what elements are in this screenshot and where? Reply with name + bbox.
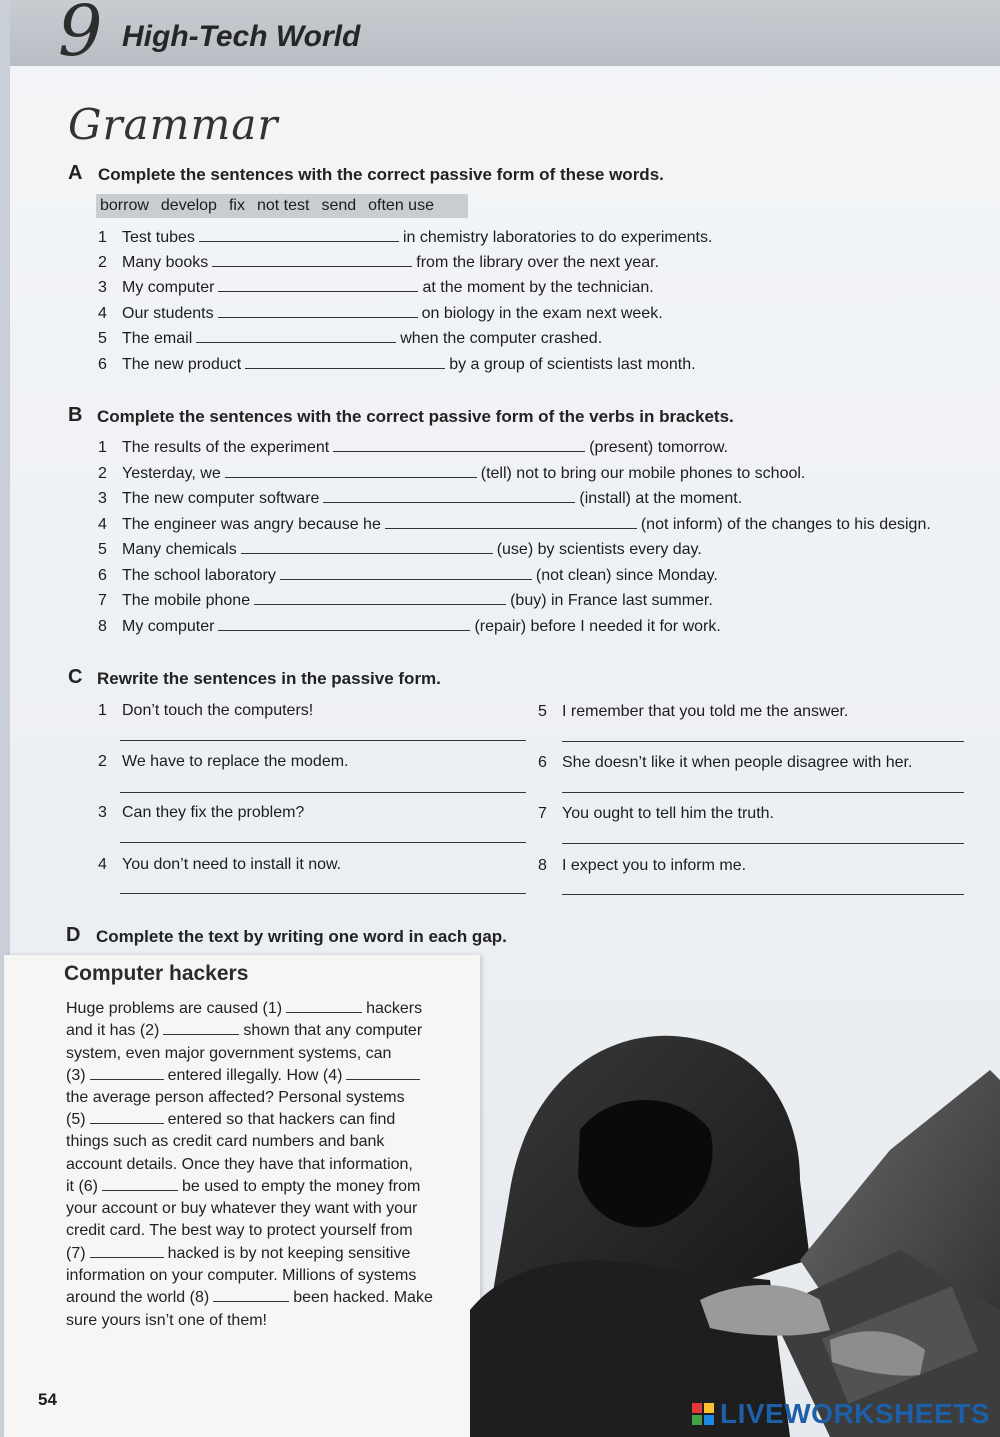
answer-blank[interactable] xyxy=(218,305,418,318)
text-line: credit card. The best way to protect yourself from xyxy=(66,1222,413,1239)
text-line: around the world (8) been hacked. Make xyxy=(66,1289,433,1306)
word-bank-item: borrow xyxy=(100,197,149,214)
text-line: the average person affected? Personal systems xyxy=(66,1089,405,1106)
section-d-letter: D xyxy=(66,924,81,946)
answer-blank[interactable] xyxy=(333,439,585,452)
gap-8[interactable] xyxy=(213,1289,289,1302)
word-bank-item: develop xyxy=(160,197,217,214)
section-a-item: 6 The new product by a group of scientists last month. xyxy=(98,356,696,373)
section-b-item: 5 Many chemicals (use) by scientists every day. xyxy=(98,541,702,558)
section-a-item: 2 Many books from the library over the next year. xyxy=(98,254,660,271)
answer-blank[interactable] xyxy=(218,279,418,292)
answer-line[interactable] xyxy=(120,893,526,894)
answer-blank[interactable] xyxy=(199,229,399,242)
text-line: sure yours isn’t one of them! xyxy=(66,1312,267,1329)
text-line: (3) entered illegally. How (4) xyxy=(66,1067,424,1085)
answer-blank[interactable] xyxy=(254,592,506,605)
gap-4[interactable] xyxy=(346,1067,420,1080)
section-b-item: 6 The school laboratory (not clean) since Monday. xyxy=(98,567,718,584)
answer-blank[interactable] xyxy=(280,567,532,580)
answer-blank[interactable] xyxy=(212,254,412,267)
word-bank-item: not test xyxy=(256,197,310,214)
gap-6[interactable] xyxy=(102,1178,178,1191)
hacker-photo xyxy=(470,1010,1000,1437)
section-a-item: 3 My computer at the moment by the technician. xyxy=(98,279,654,296)
word-bank-item: fix xyxy=(228,197,245,214)
section-d-instruction: Complete the text by writing one word in each gap. xyxy=(96,927,507,946)
section-b-item: 1 The results of the experiment (present) tomorrow. xyxy=(98,439,728,456)
section-b-item: 3 The new computer software (install) at the moment. xyxy=(98,490,743,507)
section-c-item: 2 We have to replace the modem. xyxy=(98,753,349,770)
gap-2[interactable] xyxy=(163,1022,239,1035)
answer-line[interactable] xyxy=(120,842,526,843)
liveworksheets-logo xyxy=(692,1398,990,1430)
text-line: your account or buy whatever they want with your xyxy=(66,1200,418,1217)
section-c-letter: C xyxy=(68,666,83,688)
section-c-item: 4 You don’t need to install it now. xyxy=(98,856,342,873)
section-c-item: 3 Can they fix the problem? xyxy=(98,804,305,821)
gap-5[interactable] xyxy=(90,1111,164,1124)
gap-3[interactable] xyxy=(90,1067,164,1080)
text-line: information on your computer. Millions of systems xyxy=(66,1267,417,1284)
section-b-letter: B xyxy=(68,404,83,426)
answer-line[interactable] xyxy=(562,894,964,895)
text-title: Computer hackers xyxy=(64,962,249,985)
unit-title: High-Tech World xyxy=(122,20,361,53)
word-bank-item: send xyxy=(321,197,357,214)
section-b-item: 2 Yesterday, we (tell) not to bring our mobile phones to school. xyxy=(98,465,806,482)
text-line: (5) entered so that hackers can find xyxy=(66,1111,396,1128)
text-line: system, even major government systems, can xyxy=(66,1045,392,1062)
answer-blank[interactable] xyxy=(196,330,396,343)
answer-blank[interactable] xyxy=(323,490,575,503)
word-bank xyxy=(96,194,468,218)
gap-1[interactable] xyxy=(286,1000,362,1013)
answer-blank[interactable] xyxy=(245,356,445,369)
section-b-item: 7 The mobile phone (buy) in France last summer. xyxy=(98,592,713,609)
answer-line[interactable] xyxy=(562,843,964,844)
grammar-title: Grammar xyxy=(68,100,279,149)
answer-line[interactable] xyxy=(562,741,964,742)
text-line: it (6) be used to empty the money from xyxy=(66,1178,421,1195)
text-line: and it has (2) shown that any computer xyxy=(66,1022,423,1039)
section-c-item: 5 I remember that you told me the answer. xyxy=(538,703,849,720)
page-number: 54 xyxy=(38,1390,57,1409)
gap-7[interactable] xyxy=(90,1245,164,1258)
answer-line[interactable] xyxy=(562,792,964,793)
section-b-instruction: Complete the sentences with the correct passive form of the verbs in brackets. xyxy=(97,407,734,426)
answer-line[interactable] xyxy=(120,740,526,741)
text-line: things such as credit card numbers and bank xyxy=(66,1133,385,1150)
logo-mark-icon xyxy=(692,1403,714,1425)
section-a-item: 5 The email when the computer crashed. xyxy=(98,330,603,347)
section-c-item: 1 Don’t touch the computers! xyxy=(98,702,314,719)
answer-line[interactable] xyxy=(120,792,526,793)
watermark-text: LIVEWORKSHEETS xyxy=(720,1398,990,1429)
text-line: account details. Once they have that information, xyxy=(66,1156,413,1173)
section-a-item: 4 Our students on biology in the exam next week. xyxy=(98,305,663,322)
word-bank-item: often use xyxy=(368,197,434,214)
unit-number: 9 xyxy=(58,0,103,72)
answer-blank[interactable] xyxy=(225,465,477,478)
text-line: Huge problems are caused (1) hackers xyxy=(66,1000,423,1017)
section-b-item: 4 The engineer was angry because he (not inform) of the changes to his design. xyxy=(98,516,931,533)
answer-blank[interactable] xyxy=(241,541,493,554)
section-c-item: 8 I expect you to inform me. xyxy=(538,857,747,874)
text-line: (7) hacked is by not keeping sensitive xyxy=(66,1245,411,1262)
section-a-letter: A xyxy=(68,162,83,184)
answer-blank[interactable] xyxy=(385,516,637,529)
section-c-instruction: Rewrite the sentences in the passive form. xyxy=(97,669,441,688)
section-a-instruction: Complete the sentences with the correct passive form of these words. xyxy=(98,165,664,184)
answer-blank[interactable] xyxy=(218,618,470,631)
section-b-item: 8 My computer (repair) before I needed it for work. xyxy=(98,618,721,635)
section-a-item: 1 Test tubes in chemistry laboratories to do experiments. xyxy=(98,229,713,246)
section-c-item: 6 She doesn’t like it when people disagree with her. xyxy=(538,754,913,771)
section-c-item: 7 You ought to tell him the truth. xyxy=(538,805,774,822)
